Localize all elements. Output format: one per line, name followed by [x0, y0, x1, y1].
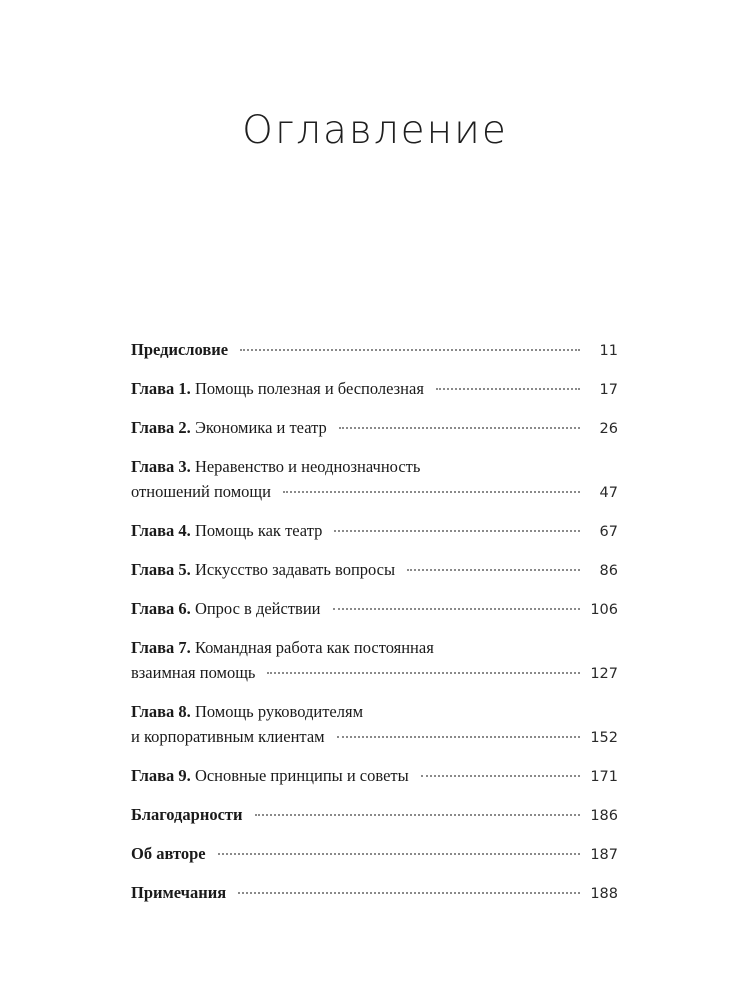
- toc-entry: [131, 557, 618, 582]
- toc-page-number: 187: [590, 847, 618, 863]
- toc-heading: Благодарности: [131, 805, 243, 824]
- toc-label: [131, 337, 228, 362]
- dot-leader: [334, 529, 580, 532]
- toc-title-continuation: и корпоративным клиентам: [131, 727, 325, 746]
- toc-entry: [131, 880, 618, 905]
- toc-label: [131, 880, 226, 905]
- dot-leader: [421, 774, 580, 777]
- toc-entry: [131, 376, 618, 401]
- dot-leader: [407, 568, 580, 571]
- toc-line: [131, 880, 618, 905]
- toc-entry: [131, 841, 618, 866]
- toc-line: [131, 454, 618, 479]
- toc-heading: Глава 2.: [131, 418, 191, 437]
- toc-label: [131, 763, 409, 788]
- toc-heading: Глава 1.: [131, 379, 191, 398]
- toc-entry: [131, 518, 618, 543]
- toc-title: Неравенство и неоднозначность: [190, 457, 421, 476]
- toc-label: [131, 802, 243, 827]
- toc-heading: Глава 5.: [131, 560, 191, 579]
- toc-title: Экономика и театр: [190, 418, 327, 437]
- dot-leader: [339, 426, 580, 429]
- toc-heading: Примечания: [131, 883, 227, 902]
- toc-line: [131, 376, 618, 401]
- toc-heading: Глава 7.: [131, 638, 191, 657]
- toc-page-number: 127: [590, 666, 618, 682]
- toc-label: [131, 557, 395, 582]
- toc-title: Опрос в действии: [190, 599, 321, 618]
- toc-entry: [131, 337, 618, 362]
- toc-heading: Глава 6.: [131, 599, 191, 618]
- dot-leader: [240, 348, 580, 351]
- toc-heading: Глава 4.: [131, 521, 191, 540]
- toc-line: [131, 415, 618, 440]
- dot-leader: [238, 891, 580, 894]
- toc-entry: [131, 635, 618, 685]
- toc-title: Основные принципы и советы: [190, 766, 409, 785]
- toc-line: [131, 557, 618, 582]
- toc-label: [131, 699, 363, 724]
- page-title: Оглавление: [242, 108, 508, 153]
- toc-line: [131, 802, 618, 827]
- toc-label: [131, 596, 321, 621]
- toc-line: [131, 518, 618, 543]
- toc-page-number: 67: [599, 524, 618, 540]
- toc-line: [131, 841, 618, 866]
- toc-line: [131, 763, 618, 788]
- toc-label: [131, 841, 206, 866]
- toc-page-number: 86: [599, 563, 618, 579]
- toc-title: Помощь руководителям: [190, 702, 364, 721]
- toc-heading: Глава 3.: [131, 457, 191, 476]
- dot-leader: [255, 813, 580, 816]
- toc-line: [131, 660, 618, 685]
- toc-heading: Предисловие: [131, 340, 229, 359]
- dot-leader: [333, 607, 581, 610]
- toc-title-continuation: отношений помощи: [131, 482, 271, 501]
- dot-leader: [218, 852, 580, 855]
- toc-title: Командная работа как постоянная: [190, 638, 434, 657]
- toc-entry: [131, 415, 618, 440]
- toc-page-number: 171: [590, 769, 618, 785]
- toc-line: [131, 724, 618, 749]
- toc-line: [131, 337, 618, 362]
- toc-title-continuation: взаимная помощь: [131, 663, 256, 682]
- toc-page-number: 106: [590, 602, 618, 618]
- toc-label: [131, 635, 434, 660]
- toc-page-number: 26: [599, 421, 618, 437]
- toc-entry: [131, 763, 618, 788]
- dot-leader: [267, 671, 580, 674]
- toc-heading: Глава 9.: [131, 766, 191, 785]
- toc-line: [131, 596, 618, 621]
- toc-label: [131, 454, 420, 479]
- toc-entry: [131, 699, 618, 749]
- toc-title: Помощь полезная и бесполезная: [190, 379, 424, 398]
- toc-label: [131, 415, 327, 440]
- toc-line: [131, 635, 618, 660]
- toc-heading: Глава 8.: [131, 702, 191, 721]
- toc-page-number: 188: [590, 886, 618, 902]
- toc-page-number: 186: [590, 808, 618, 824]
- toc-heading: Об авторе: [131, 844, 206, 863]
- toc-entry: [131, 596, 618, 621]
- toc-title: Искусство задавать вопросы: [190, 560, 396, 579]
- toc-line: [131, 699, 618, 724]
- toc-page-number: 11: [599, 343, 618, 359]
- table-of-contents: [131, 337, 618, 919]
- toc-entry: [131, 454, 618, 504]
- toc-title: Помощь как театр: [190, 521, 323, 540]
- toc-entry: [131, 802, 618, 827]
- dot-leader: [436, 387, 580, 390]
- dot-leader: [337, 735, 580, 738]
- dot-leader: [283, 490, 580, 493]
- toc-label: [131, 518, 322, 543]
- toc-page-number: 152: [590, 730, 618, 746]
- toc-line: [131, 479, 618, 504]
- toc-label: [131, 376, 424, 401]
- toc-page-number: 47: [599, 485, 618, 501]
- toc-page-number: 17: [599, 382, 618, 398]
